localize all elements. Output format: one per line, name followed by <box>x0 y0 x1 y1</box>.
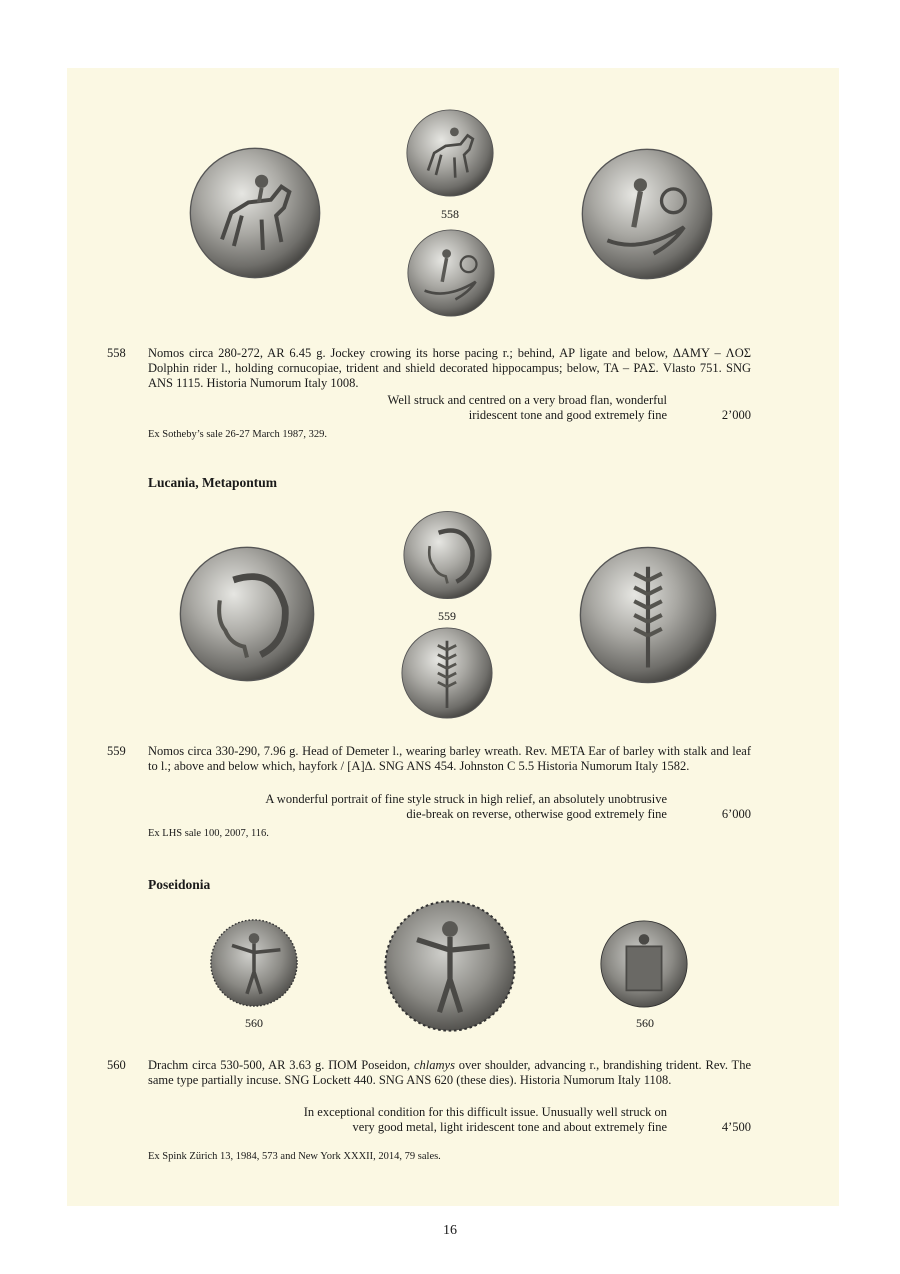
lot-560-image-label-left: 560 <box>245 1016 263 1030</box>
section-heading-metapontum: Lucania, Metapontum <box>148 475 278 490</box>
lot-560-image-label-right: 560 <box>636 1016 654 1030</box>
coin-559-obverse-large <box>179 545 315 683</box>
lot-559-number: 559 <box>107 744 126 758</box>
coin-559-obverse-small <box>403 510 492 600</box>
lot-560-remark-line1: In exceptional condition for this difficult issue. Unusually well struck on <box>303 1105 667 1119</box>
coin-558-obverse-large <box>189 145 321 281</box>
section-heading-poseidonia: Poseidonia <box>148 877 211 892</box>
lot-559-image-label: 559 <box>438 609 456 623</box>
lot-560-description-part2: over shoulder, advancing r., brandishing trident. Rev. The same type partially incuse. SNG Lockett 440. SNG ANS 620 (these dies). Historia Numorum Italy 1108. <box>148 1058 751 1087</box>
lot-560-description-italic: chlamys <box>414 1058 455 1072</box>
coin-560-obverse-large <box>384 899 516 1033</box>
lot-558-remark-line2: iridescent tone and good extremely fine <box>468 408 667 422</box>
lot-559-description: Nomos circa 330-290, 7.96 g. Head of Demeter l., wearing barley wreath. Rev. META Ear of barley with stalk and leaf to l.; above and below which, hayfork / [A]Δ. SNG ANS 454. Johnston C 5.5 Historia Numorum Italy 1582. <box>148 744 751 773</box>
page-number: 16 <box>443 1223 457 1238</box>
lot-559-price: 6’000 <box>721 807 751 821</box>
lot-560-price: 4’500 <box>721 1120 751 1134</box>
coin-558-obverse-small <box>406 108 494 198</box>
coin-560-obverse-small <box>210 919 298 1007</box>
lot-560-description-part1: Drachm circa 530-500, AR 3.63 g. ΠOM Poseidon, <box>148 1058 414 1072</box>
lot-559-provenance: Ex LHS sale 100, 2007, 116. <box>148 828 269 839</box>
coin-558-reverse-small <box>407 226 495 320</box>
lot-560-remark-line2: very good metal, light iridescent tone and about extremely fine <box>352 1120 667 1134</box>
lot-559-remark-line2: die-break on reverse, otherwise good extremely fine <box>406 807 667 821</box>
coin-559-reverse-small <box>401 627 493 719</box>
lot-558-description: Nomos circa 280-272, AR 6.45 g. Jockey crowing its horse pacing r.; behind, AP ligate and below, ΔAMY – ΛOΣ Dolphin rider l., holding cornucopiae, trident and shield decorated hippocampus; below, TA – PAΣ. Vlasto 751. SNG ANS 1115. Historia Numorum Italy 1008. <box>148 346 751 390</box>
lot-558-image-label: 558 <box>441 207 459 221</box>
lot-558-provenance: Ex Sotheby’s sale 26-27 March 1987, 329. <box>148 429 328 440</box>
coin-559-reverse-large <box>579 545 717 685</box>
lot-559-remark-line1: A wonderful portrait of fine style struck in high relief, an absolutely unobtrusive <box>265 792 667 806</box>
lot-558-number: 558 <box>107 346 126 360</box>
coin-558-reverse-large <box>581 143 713 285</box>
lot-560-number: 560 <box>107 1058 126 1072</box>
lot-558-price: 2’000 <box>721 408 751 422</box>
lot-560-description <box>148 1058 751 1088</box>
lot-560-provenance: Ex Spink Zürich 13, 1984, 573 and New York XXXII, 2014, 79 sales. <box>148 1151 441 1162</box>
lot-558-remark-line1: Well struck and centred on a very broad flan, wonderful <box>387 393 667 407</box>
coin-560-reverse <box>600 919 688 1009</box>
